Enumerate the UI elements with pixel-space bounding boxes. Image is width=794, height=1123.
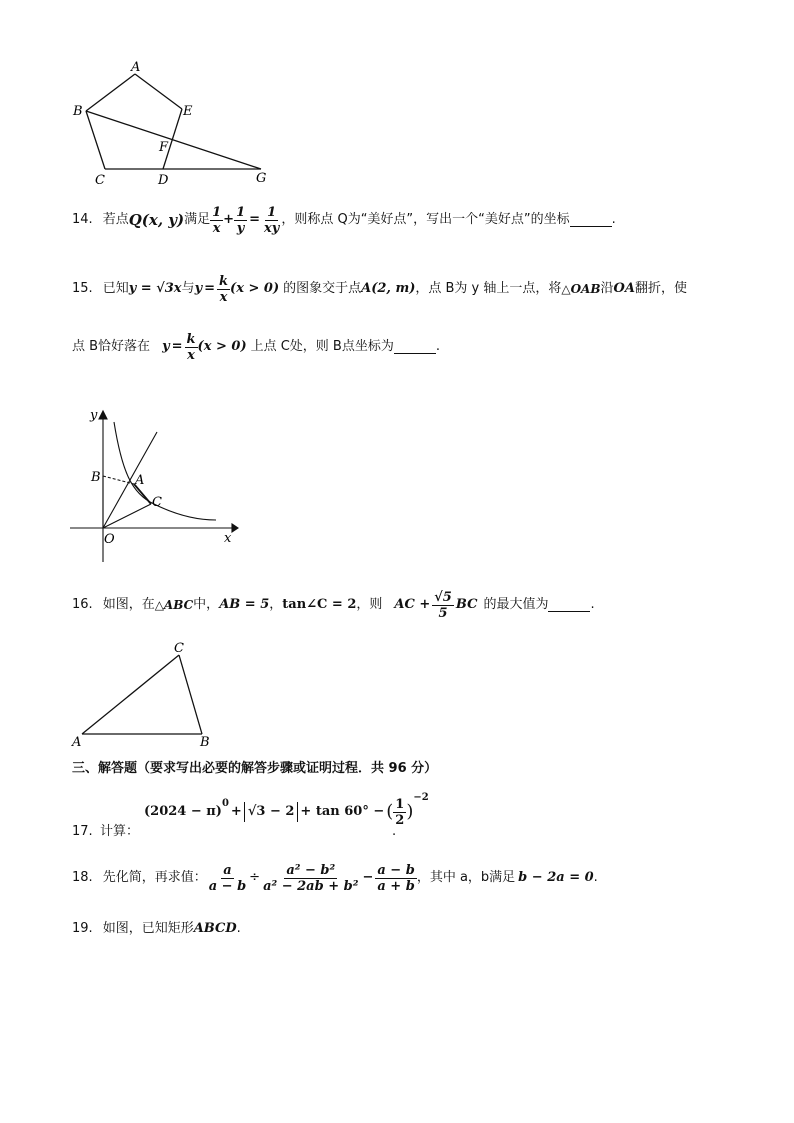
q18-frac-1: $\frac{a}{a - b}$ [208,862,247,894]
q19-end: . [236,921,241,936]
q15-equals: = [204,281,216,296]
q16-bc: BC [455,597,478,612]
segment-bg [86,111,261,169]
q17-frac-half: $\frac{1}{2}$ [395,796,405,828]
q14-frac-1xy: $\frac{1}{xy}$ [264,204,280,236]
q18-divide: ÷ [249,870,261,885]
q14-text-2: 满足 [184,212,211,227]
q16-frac-sqrt5-5: $\frac{√5}{5}$ [434,589,452,621]
q17-end: . [392,824,397,839]
q17-paren-close: ) [406,801,414,822]
q16-triangle-abc: △ABC [154,598,194,612]
q15-text-4: ，点 B为 y 轴上一点，将 [415,281,562,296]
q19-text-1: 如图，已知矩形 [102,921,194,936]
q16-ab-equals-5: AB = 5 [219,597,270,612]
triangle-figure [66,638,226,750]
q14-text-3: ，则称点 Q为“美好点”，写出一个“美好点”的坐标 [281,212,570,227]
q15-number: 15. [72,281,93,296]
y-axis-arrow [99,411,107,419]
label-c: C [95,173,105,188]
label-d: D [158,173,169,188]
q17-exp-0: 0 [221,798,229,809]
hyperbola-curve [114,422,216,520]
q15-oa: OA [613,281,635,296]
q18-number: 18. [72,870,93,885]
q15-text-8: 上点 C处，则 B点坐标为 [250,339,394,354]
q16-text-2: 中， [193,597,220,612]
segment-cb [179,655,202,734]
pentagon-figure [68,58,278,190]
q15-text-1: 已知 [102,281,129,296]
q15-point-a: A(2, m) [361,281,416,296]
q18-text-1: 先化简，再求值： [102,870,207,885]
q15-text-6: 翻折，使 [634,281,687,296]
q15-text-7: 点 B恰好落在 [72,339,151,354]
q14-point-args: (x, y) [141,211,185,229]
q14-plus: + [223,212,235,227]
q16-text-4: 的最大值为 [483,597,549,612]
label-a-point: A [135,473,145,488]
q16-end: . [590,597,595,612]
q15-end: . [435,339,440,354]
q15-frac-kx-2: $\frac{k}{x}$ [186,331,196,363]
q18-text-2: ，其中 a，b满足 [416,870,516,885]
q15-text-3: 的图象交于点 [283,281,362,296]
q14-number: 14. [72,212,93,227]
section-3-heading: 三、解答题（要求写出必要的解答步骤或证明过程．共 96 分） [72,761,438,776]
q15-condition-2: (x > 0) [197,339,247,354]
q16-ac-plus: AC + [394,597,431,612]
q17-term-pi: (2024 − π) [144,804,222,819]
coordinate-graph-figure [66,402,246,567]
segment-ba [86,74,135,111]
q15-text-2: 与 [181,281,195,296]
q14-answer-blank[interactable] [570,214,612,227]
q14-text-1: 若点 [102,212,129,227]
q17-tan60: + tan 60° − [300,804,385,819]
label-c-point: C [152,495,162,510]
question-18 [72,857,598,899]
label-a: A [131,60,141,75]
question-14 [72,197,616,243]
label-x-axis: x [224,531,232,546]
q15-equation-1: y = √3x [128,281,182,296]
label-o-origin: O [104,532,115,547]
segment-ac [82,655,179,734]
label-b-vertex: B [200,735,210,750]
label-b-point: B [91,470,101,485]
q14-frac-1x: $\frac{1}{x}$ [212,204,222,236]
q16-text-1: 如图，在 [102,597,155,612]
label-b: B [73,104,83,119]
q16-answer-blank[interactable] [548,599,590,612]
q14-end: . [611,212,616,227]
q19-rectangle-abcd: ABCD [193,921,237,936]
q18-condition: b − 2a = 0 [518,870,594,885]
q19-number: 19. [72,921,93,936]
q16-text-3: ，则 [356,597,383,612]
q15-frac-kx: $\frac{k}{x}$ [219,273,229,305]
q18-frac-3: $\frac{a - b}{a + b}$ [377,862,415,894]
q16-tan-c: tan∠C = 2 [282,597,357,612]
x-axis-arrow [232,524,238,532]
q18-frac-2: $\frac{\text{a² − b²}}{\text{a² − 2ab + b²}}$ [263,862,359,894]
q14-equals: = [249,212,261,227]
q15-y: y [194,281,203,296]
q14-frac-1y: $\frac{1}{y}$ [236,204,246,236]
q16-comma: ， [269,597,283,612]
q17-plus: + [230,804,242,819]
q15-text-5: 沿 [600,281,614,296]
q15-y-2: y [162,339,170,354]
label-f: F [159,140,169,155]
q17-text-1: 计算： [100,824,140,839]
segment-bc [86,111,105,169]
label-y-axis: y [90,408,98,423]
q15-triangle-oab: △OAB [561,282,601,296]
q17-number: 17. [72,824,93,839]
label-e: E [183,104,193,119]
label-a-vertex: A [72,735,82,750]
q15-answer-blank[interactable] [394,341,436,354]
q16-number: 16. [72,597,93,612]
question-15-line-2 [72,324,440,370]
question-17 [72,786,472,844]
q14-point-q: Q [128,211,142,229]
q17-expression [144,790,429,834]
label-c-vertex: C [174,641,184,656]
segment-ae [135,74,182,109]
q15-equals-2: = [171,339,183,354]
label-g: G [256,171,267,186]
question-15-line-1 [72,266,687,312]
q18-minus: − [362,870,374,885]
q18-end: . [593,870,598,885]
question-19 [72,921,241,937]
question-16 [72,576,595,634]
q15-condition: (x > 0) [230,281,280,296]
q17-paren-open: ( [386,801,394,822]
q17-abs-value: √3 − 2 [244,802,299,822]
q17-exp-neg2: −2 [413,792,429,803]
